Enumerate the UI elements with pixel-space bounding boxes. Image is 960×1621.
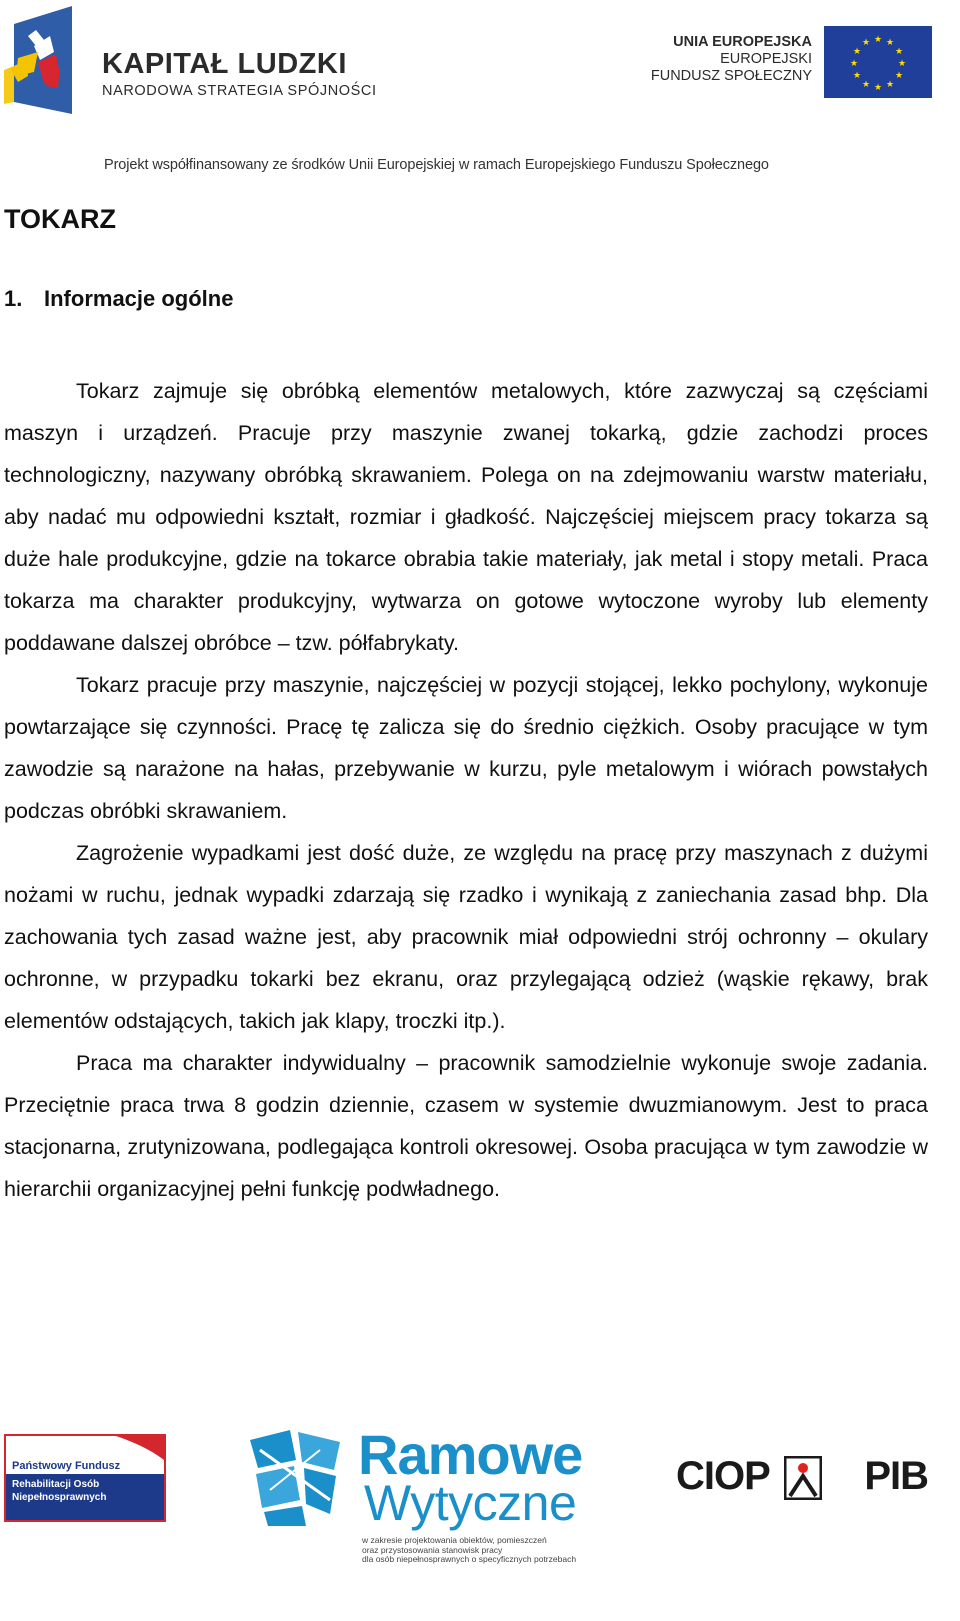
ciop-pib-logo <box>676 1454 928 1506</box>
svg-text:★: ★ <box>894 71 904 81</box>
paragraph: Tokarz pracuje przy maszynie, najczęściej w pozycji stojącej, lekko pochylony, wykonuje powtarzające się czynności. Pracę tę zalicza się do średnio ciężkich. Osoby pracujące w tym zawodzie są narażone na hałas, przebywanie w kurzu, pyle metalowym i wiórach powstałych podczas obróbki skrawaniem. <box>4 673 928 823</box>
section-number: 1. <box>4 286 23 311</box>
cofinancing-note: Projekt współfinansowany ze środków Unii Europejskiej w ramach Europejskiego Funduszu Społecznego <box>104 157 769 173</box>
pfron-logo <box>4 1434 166 1522</box>
document-title: TOKARZ <box>4 204 116 234</box>
eu-text <box>651 34 812 85</box>
svg-text:★: ★ <box>885 80 895 90</box>
ramowe-wytyczne-caption: w zakresie projektowania obiektów, pomieszczeń oraz przystosowania stanowisk pracy dla osób niepełnosprawnych o specyficznych potrzebach <box>362 1535 577 1564</box>
kapital-ludzki-emblem-icon <box>4 6 80 114</box>
svg-text:★: ★ <box>852 47 862 57</box>
paragraph: Zagrożenie wypadkami jest dość duże, ze względu na pracę przy maszynach z dużymi nożami w ruchu, jednak wypadki zdarzają się rzadko i wynikają z zaniechania zasad bhp. Dla zachowania tych zasad ważne jest, aby pracownik miał odpowiedni strój ochronny – okulary ochronne, w przypadku tokarki bez ekranu, oraz przylegającą odzież (wąskie rękawy, brak elementów odstających, takich jak klapy, troczki itp.). <box>4 841 928 1033</box>
svg-text:★: ★ <box>849 59 859 69</box>
wytyczne-word: Wytyczne <box>364 1475 577 1531</box>
eu-logo <box>640 26 932 98</box>
kapital-ludzki-logo <box>4 6 377 116</box>
svg-text:★: ★ <box>852 71 862 81</box>
svg-text:★: ★ <box>894 47 904 57</box>
pib-text: PIB <box>864 1454 928 1498</box>
eu-line-1: UNIA EUROPEJSKA <box>673 34 812 50</box>
ramowe-wytyczne-logo <box>250 1424 610 1574</box>
eu-line-3: FUNDUSZ SPOŁECZNY <box>650 68 812 84</box>
pfron-band <box>6 1474 164 1520</box>
document-body <box>4 370 928 1210</box>
kapital-ludzki-title: KAPITAŁ LUDZKI <box>102 48 347 80</box>
pfron-subtitle: Rehabilitacji Osób Niepełnosprawnych <box>12 1479 107 1503</box>
ciop-text: CIOP <box>676 1454 770 1498</box>
paragraph: Praca ma charakter indywidualny – pracownik samodzielnie wykonuje swoje zadania. Przeciętnie praca trwa 8 godzin dziennie, czasem w systemie dwuzmianowym. Jest to praca stacjonarna, zrutynizowana, podlegająca kontroli okresowej. Osoba pracująca w tym zawodzie w hierarchii organizacyjnej pełni funkcję podwładnego. <box>4 1051 928 1201</box>
eu-flag-icon <box>824 26 932 98</box>
kapital-ludzki-subtitle: NARODOWA STRATEGIA SPÓJNOŚCI <box>102 83 377 99</box>
svg-text:★: ★ <box>873 35 883 45</box>
ciop-pib-mark-icon <box>784 1456 822 1500</box>
ramowe-wytyczne-emblem-icon <box>250 1430 342 1526</box>
svg-text:★: ★ <box>897 59 907 69</box>
ramowe-word: Ramowe <box>358 1423 583 1486</box>
svg-text:★: ★ <box>861 80 871 90</box>
section-heading <box>4 286 233 312</box>
paragraph: Tokarz zajmuje się obróbką elementów metalowych, które zazwyczaj są częściami maszyn i urządzeń. Pracuje przy maszynie zwanej tokarką, gdzie zachodzi proces technologiczny, nazywany obróbką skrawaniem. Polega on na zdejmowaniu warstw materiału, aby nadać mu odpowiedni kształt, rozmiar i gładkość. Najczęściej miejscem pracy tokarza są duże hale produkcyjne, gdzie na tokarce obrabia takie materiały, jak metal i stopy metali. Praca tokarza ma charakter produkcyjny, wytwarza on gotowe wytoczone wyroby lub elementy poddawane dalszej obróbce – tzw. półfabrykaty. <box>4 379 928 655</box>
svg-text:★: ★ <box>873 83 883 93</box>
pfron-title: Państwowy Fundusz <box>12 1460 121 1472</box>
svg-text:★: ★ <box>885 38 895 48</box>
section-title: Informacje ogólne <box>44 286 234 311</box>
svg-text:★: ★ <box>861 38 871 48</box>
eu-line-2: EUROPEJSKI <box>720 51 812 67</box>
